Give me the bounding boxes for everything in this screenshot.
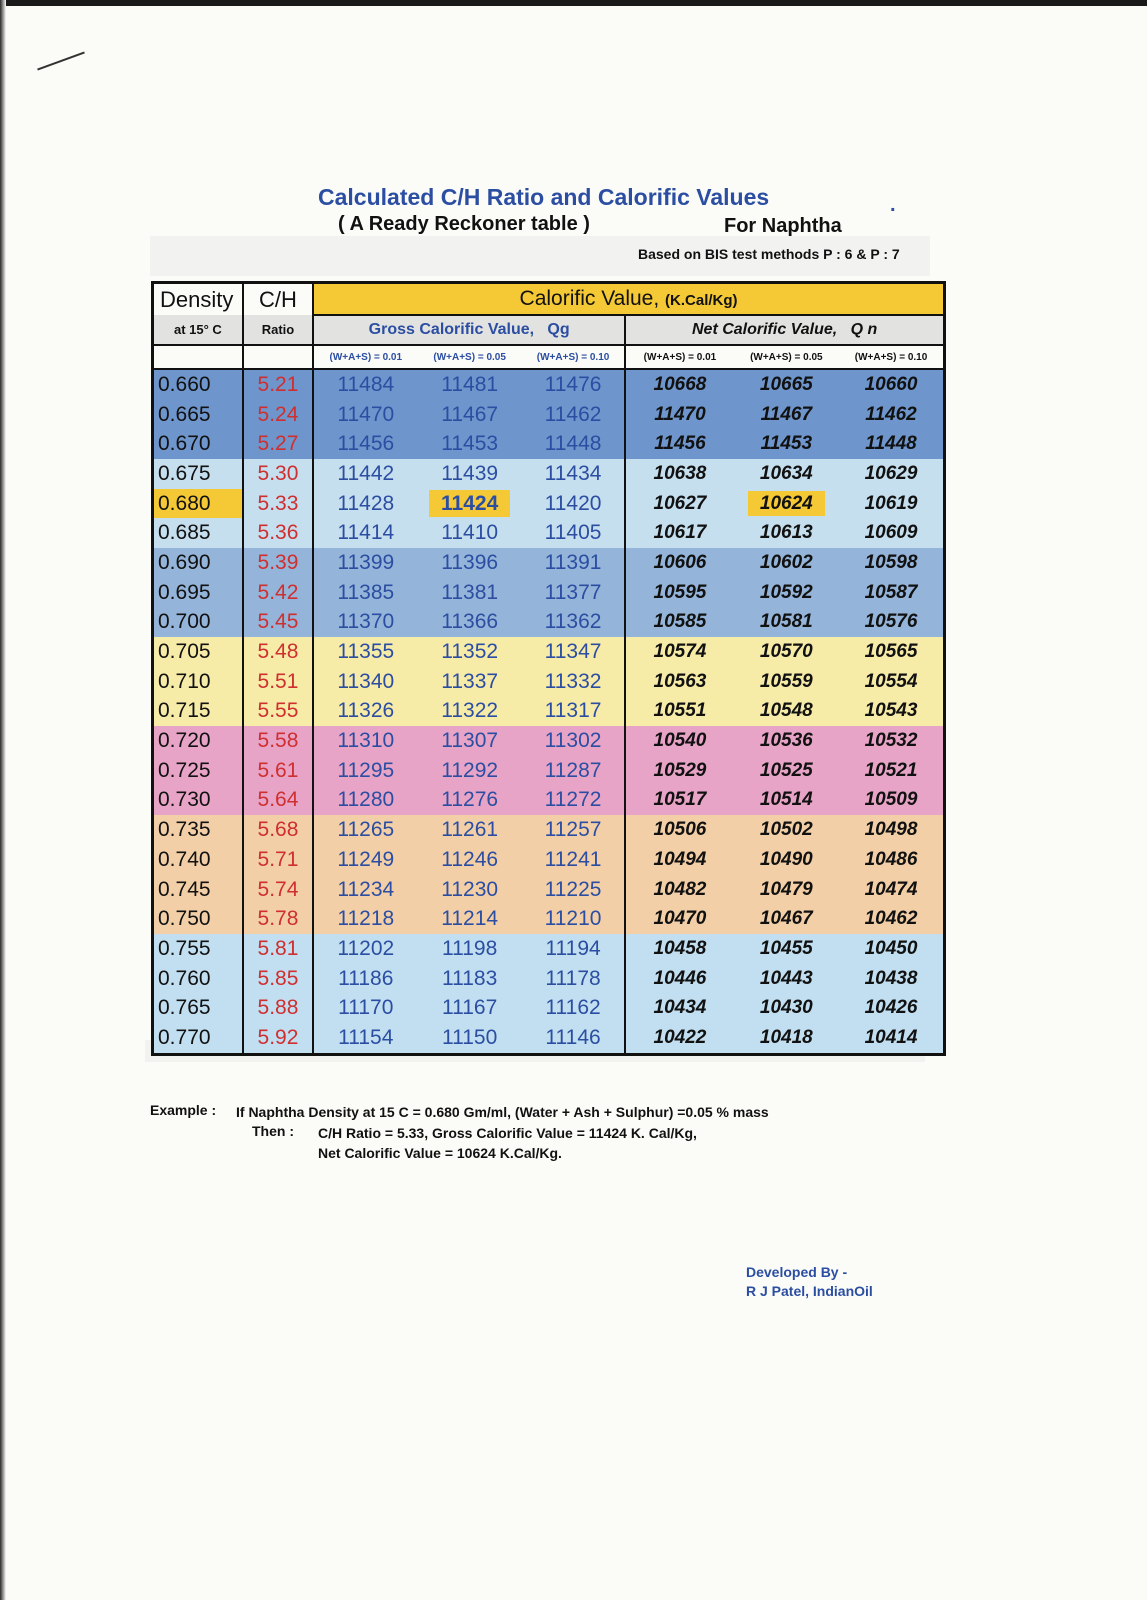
net-value-cell: 10458 [625,934,733,964]
product-label: For Naphtha [724,215,842,237]
gross-value-cell: 11481 [417,369,521,400]
table-row [153,786,945,816]
gross-value-cell: 11322 [417,697,521,727]
gross-value-cell: 11183 [417,964,521,994]
net-value-cell: 10598 [839,548,944,578]
title-dot: . [890,194,896,216]
net-value-cell: 10602 [734,548,839,578]
table-row [153,518,945,548]
gross-value-cell: 11276 [417,786,521,816]
net-value-cell: 10467 [734,904,839,934]
net-value-cell: 10479 [734,875,839,905]
credit-line-1: Developed By - [746,1264,848,1280]
table-row [153,756,945,786]
net-value-cell: 10587 [839,578,944,608]
gross-value-cell: 11214 [417,904,521,934]
gross-value-cell: 11302 [522,726,625,756]
ch-ratio-cell: 5.85 [243,964,313,994]
net-value-cell: 10574 [625,637,733,667]
net-label: Net Calorific Value, [691,321,838,338]
example-line-3: Net Calorific Value = 10624 K.Cal/Kg. [318,1145,562,1161]
ch-ratio-cell: 5.24 [243,400,313,430]
net-value-cell: 10634 [734,459,839,489]
net-value-cell: 10430 [734,993,839,1023]
density-cell: 0.735 [153,815,243,845]
table-row [153,489,945,519]
gross-symbol: Qg [547,321,570,338]
table-row [153,875,945,905]
net-value-cell: 10554 [839,667,944,697]
gross-value-cell: 11337 [417,667,521,697]
gross-value-cell: 11370 [313,608,417,638]
calorific-label: Calorific Value, [519,287,660,310]
net-value-cell: 10548 [734,697,839,727]
density-cell: 0.750 [153,904,243,934]
gross-value-cell: 11310 [313,726,417,756]
net-value-cell: 10414 [839,1023,944,1054]
gross-value-cell: 11230 [417,875,521,905]
density-cell: 0.710 [153,667,243,697]
gross-value-cell-highlight: 11424 [429,490,510,517]
gross-value-cell: 11170 [313,993,417,1023]
density-cell: 0.760 [153,964,243,994]
gross-value-cell: 11414 [313,518,417,548]
gross-value-cell: 11332 [522,667,625,697]
net-wash-001: (W+A+S) = 0.01 [625,345,733,369]
density-cell: 0.665 [153,400,243,430]
net-value-cell: 10486 [839,845,944,875]
net-value-cell: 11456 [625,429,733,459]
density-cell: 0.705 [153,637,243,667]
ch-ratio-cell: 5.51 [243,667,313,697]
pen-mark [37,52,85,71]
net-wash-010: (W+A+S) = 0.10 [839,345,944,369]
ch-ratio-cell: 5.42 [243,578,313,608]
blank-cell [243,345,313,369]
net-value-cell: 10613 [734,518,839,548]
calorific-unit: (K.Cal/Kg) [665,292,738,309]
net-value-cell: 10450 [839,934,944,964]
net-value-cell: 10525 [734,756,839,786]
table-row [153,459,945,489]
net-value-cell: 10506 [625,815,733,845]
table-row [153,993,945,1023]
net-header [625,315,944,345]
table-row [153,964,945,994]
gross-value-cell: 11442 [313,459,417,489]
net-value-cell: 10668 [625,369,733,400]
density-cell: 0.730 [153,786,243,816]
net-value-cell: 10536 [734,726,839,756]
density-cell: 0.770 [153,1023,243,1054]
ch-ratio-cell: 5.92 [243,1023,313,1054]
net-symbol: Q n [850,321,878,338]
ch-ratio-cell: 5.74 [243,875,313,905]
gross-value-cell: 11396 [417,548,521,578]
density-cell: 0.745 [153,875,243,905]
density-cell: 0.690 [153,548,243,578]
net-value-cell: 10434 [625,993,733,1023]
density-cell: 0.680 [153,489,243,519]
density-cell: 0.720 [153,726,243,756]
gross-value-cell: 11186 [313,964,417,994]
gross-value-cell: 11355 [313,637,417,667]
net-value-cell: 10482 [625,875,733,905]
gross-value-cell: 11225 [522,875,625,905]
gross-value-cell: 11476 [522,369,625,400]
gross-value-cell: 11218 [313,904,417,934]
table-row [153,934,945,964]
net-value-cell: 10529 [625,756,733,786]
gross-value-cell: 11257 [522,815,625,845]
example-then: Then : [252,1123,294,1139]
net-value-cell: 11462 [839,400,944,430]
gross-value-cell: 11317 [522,697,625,727]
net-value-cell: 10455 [734,934,839,964]
net-value-cell: 10570 [734,637,839,667]
gross-value-cell: 11154 [313,1023,417,1054]
reckoner-table [151,281,946,1056]
net-value-cell: 10660 [839,369,944,400]
example-line-2: C/H Ratio = 5.33, Gross Calorific Value = 11424 K. Cal/Kg, [318,1125,697,1141]
calorific-header [313,283,944,316]
table-row [153,726,945,756]
gross-value-cell: 11246 [417,845,521,875]
gross-value-cell: 11340 [313,667,417,697]
net-value-cell: 10532 [839,726,944,756]
ch-ratio-cell: 5.61 [243,756,313,786]
net-value-cell [734,489,839,519]
net-value-cell: 10619 [839,489,944,519]
net-value-cell: 10446 [625,964,733,994]
gross-value-cell: 11178 [522,964,625,994]
net-value-cell: 10665 [734,369,839,400]
ch-ratio-cell: 5.81 [243,934,313,964]
net-value-cell: 10617 [625,518,733,548]
gross-value-cell: 11448 [522,429,625,459]
gross-value-cell: 11377 [522,578,625,608]
gross-label: Gross Calorific Value, [368,321,535,338]
table-row [153,1023,945,1054]
net-value-cell: 10514 [734,786,839,816]
net-value-cell: 10517 [625,786,733,816]
gross-value-cell: 11391 [522,548,625,578]
gross-value-cell: 11362 [522,608,625,638]
net-value-cell: 10638 [625,459,733,489]
gross-wash-010: (W+A+S) = 0.10 [522,345,625,369]
gross-value-cell: 11162 [522,993,625,1023]
net-value-cell: 10565 [839,637,944,667]
net-value-cell: 10418 [734,1023,839,1054]
gross-value-cell: 11241 [522,845,625,875]
gross-value-cell: 11399 [313,548,417,578]
table-row [153,369,945,400]
table-row [153,400,945,430]
scan-top-edge [0,0,1147,6]
gross-value-cell: 11307 [417,726,521,756]
net-value-cell: 10581 [734,608,839,638]
ch-ratio-cell: 5.33 [243,489,313,519]
ch-ratio-cell: 5.21 [243,369,313,400]
net-wash-005: (W+A+S) = 0.05 [734,345,839,369]
table-row [153,578,945,608]
density-subheader: at 15° C [153,315,243,345]
ch-ratio-cell: 5.88 [243,993,313,1023]
credit-line-2: R J Patel, IndianOil [746,1283,873,1299]
net-value-cell: 10474 [839,875,944,905]
gross-value-cell: 11292 [417,756,521,786]
net-value-cell: 10422 [625,1023,733,1054]
gross-value-cell: 11202 [313,934,417,964]
density-cell: 0.670 [153,429,243,459]
density-cell: 0.675 [153,459,243,489]
ch-ratio-cell: 5.45 [243,608,313,638]
gross-value-cell: 11295 [313,756,417,786]
net-value-cell: 10462 [839,904,944,934]
gross-value-cell: 11210 [522,904,625,934]
net-value-cell: 10609 [839,518,944,548]
gross-value-cell: 11194 [522,934,625,964]
density-cell: 0.725 [153,756,243,786]
gross-value-cell: 11366 [417,608,521,638]
net-value-cell: 10494 [625,845,733,875]
page-title: Calculated C/H Ratio and Calorific Values [318,184,770,210]
net-value-cell: 11470 [625,400,733,430]
net-value-cell: 10563 [625,667,733,697]
gross-value-cell: 11467 [417,400,521,430]
density-cell: 0.740 [153,845,243,875]
ch-ratio-cell: 5.58 [243,726,313,756]
example-line-1: If Naphtha Density at 15 C = 0.680 Gm/ml, (Water + Ash + Sulphur) =0.05 % mass [236,1104,769,1120]
gross-value-cell: 11249 [313,845,417,875]
density-cell: 0.660 [153,369,243,400]
net-value-cell: 11453 [734,429,839,459]
ch-ratio-cell: 5.78 [243,904,313,934]
gross-value-cell: 11150 [417,1023,521,1054]
table-body [153,369,945,1054]
density-cell: 0.765 [153,993,243,1023]
gross-value-cell: 11272 [522,786,625,816]
gross-header [313,315,625,345]
table-row [153,845,945,875]
gross-value-cell: 11381 [417,578,521,608]
table-row [153,815,945,845]
gross-value-cell: 11420 [522,489,625,519]
density-cell: 0.715 [153,697,243,727]
net-value-cell: 10543 [839,697,944,727]
ch-ratio-cell: 5.71 [243,845,313,875]
net-value-cell: 10498 [839,815,944,845]
scan-left-edge [0,0,6,1600]
net-value-cell: 10551 [625,697,733,727]
net-value-cell: 10585 [625,608,733,638]
gross-value-cell: 11287 [522,756,625,786]
net-value-cell: 10540 [625,726,733,756]
density-cell: 0.685 [153,518,243,548]
gross-value-cell: 11167 [417,993,521,1023]
gross-value-cell: 11456 [313,429,417,459]
table-row [153,637,945,667]
gross-value-cell: 11352 [417,637,521,667]
ch-ratio-cell: 5.68 [243,815,313,845]
gross-value-cell: 11428 [313,489,417,519]
gross-value-cell: 11234 [313,875,417,905]
net-value-cell: 10490 [734,845,839,875]
gross-value-cell: 11198 [417,934,521,964]
net-value-cell: 10606 [625,548,733,578]
table-row [153,667,945,697]
net-value-cell-highlight: 10624 [748,491,825,516]
gross-value-cell [417,489,521,519]
gross-value-cell: 11410 [417,518,521,548]
table-row [153,904,945,934]
gross-wash-005: (W+A+S) = 0.05 [417,345,521,369]
net-value-cell: 10509 [839,786,944,816]
net-value-cell: 10595 [625,578,733,608]
net-value-cell: 10470 [625,904,733,934]
gross-value-cell: 11261 [417,815,521,845]
basis-note: Based on BIS test methods P : 6 & P : 7 [638,246,900,262]
gross-value-cell: 11405 [522,518,625,548]
ch-ratio-cell: 5.48 [243,637,313,667]
net-value-cell: 10438 [839,964,944,994]
gross-value-cell: 11484 [313,369,417,400]
ch-ratio-cell: 5.64 [243,786,313,816]
gross-value-cell: 11347 [522,637,625,667]
net-value-cell: 11467 [734,400,839,430]
gross-wash-001: (W+A+S) = 0.01 [313,345,417,369]
net-value-cell: 10559 [734,667,839,697]
density-cell: 0.700 [153,608,243,638]
table-row [153,697,945,727]
net-value-cell: 10576 [839,608,944,638]
density-cell: 0.755 [153,934,243,964]
net-value-cell: 10502 [734,815,839,845]
net-value-cell: 10521 [839,756,944,786]
net-value-cell: 10426 [839,993,944,1023]
gross-value-cell: 11453 [417,429,521,459]
table-row [153,548,945,578]
ch-ratio-cell: 5.55 [243,697,313,727]
ch-subheader: Ratio [243,315,313,345]
density-header: Density [153,283,243,316]
gross-value-cell: 11462 [522,400,625,430]
gross-value-cell: 11470 [313,400,417,430]
net-value-cell: 10443 [734,964,839,994]
ch-ratio-cell: 5.39 [243,548,313,578]
gross-value-cell: 11439 [417,459,521,489]
net-value-cell: 11448 [839,429,944,459]
table-row [153,608,945,638]
net-value-cell: 10629 [839,459,944,489]
gross-value-cell: 11265 [313,815,417,845]
table-row [153,429,945,459]
gross-value-cell: 11280 [313,786,417,816]
page-subtitle: ( A Ready Reckoner table ) [338,213,590,235]
ch-header: C/H [243,283,313,316]
gross-value-cell: 11146 [522,1023,625,1054]
ch-ratio-cell: 5.27 [243,429,313,459]
ch-ratio-cell: 5.36 [243,518,313,548]
gross-value-cell: 11326 [313,697,417,727]
example-label: Example : [150,1102,217,1118]
density-cell: 0.695 [153,578,243,608]
gross-value-cell: 11434 [522,459,625,489]
blank-cell [153,345,243,369]
ch-ratio-cell: 5.30 [243,459,313,489]
net-value-cell: 10627 [625,489,733,519]
gross-value-cell: 11385 [313,578,417,608]
net-value-cell: 10592 [734,578,839,608]
